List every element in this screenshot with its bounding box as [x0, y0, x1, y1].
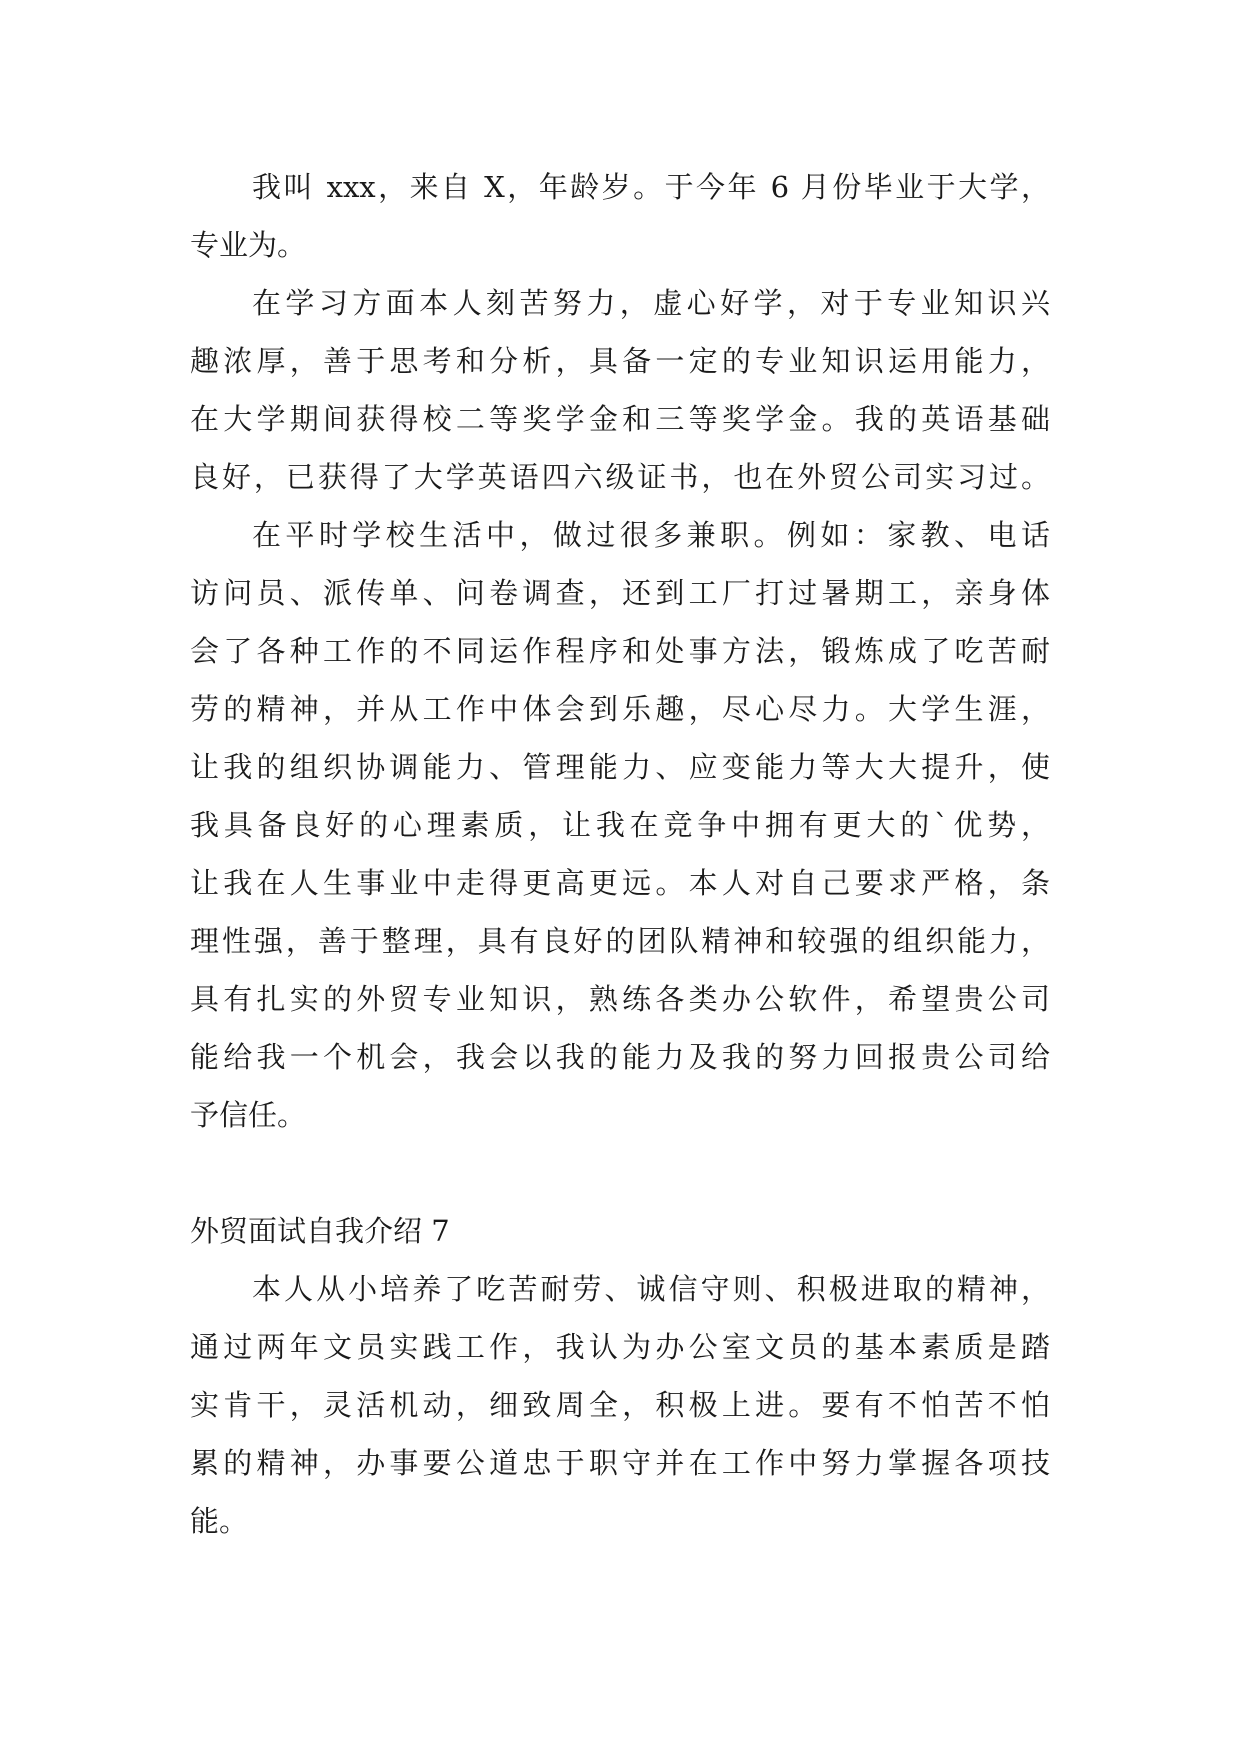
paragraph-line: 趣浓厚，善于思考和分析，具备一定的专业知识运用能力，: [190, 344, 1050, 378]
paragraph-line: 在大学期间获得校二等奖学金和三等奖学金。我的英语基础: [190, 402, 1050, 436]
paragraph-line: 具有扎实的外贸专业知识，熟练各类办公软件，希望贵公司: [190, 982, 1050, 1016]
paragraph-line: 累的精神，办事要公道忠于职守并在工作中努力掌握各项技: [190, 1446, 1050, 1480]
paragraph-line: 通过两年文员实践工作，我认为办公室文员的基本素质是踏: [190, 1330, 1050, 1364]
section-two-body: [190, 1260, 1050, 1550]
paragraph-line: 劳的精神，并从工作中体会到乐趣，尽心尽力。大学生涯，: [190, 692, 1050, 726]
paragraph-line: 专业为。: [190, 228, 307, 262]
paragraph-line: 会了各种工作的不同运作程序和处事方法，锻炼成了吃苦耐: [190, 634, 1050, 668]
paragraph-line: 在学习方面本人刻苦努力，虚心好学，对于专业知识兴: [252, 286, 1050, 320]
paragraph-line: 我叫 xxx，来自 X，年龄岁。于今年 6 月份毕业于大学，: [252, 170, 1050, 204]
paragraph-line: 能给我一个机会，我会以我的能力及我的努力回报贵公司给: [190, 1040, 1050, 1074]
section-one-body: [190, 158, 1050, 1144]
paragraph-line: 我具备良好的心理素质，让我在竞争中拥有更大的`优势，: [190, 808, 1050, 842]
paragraph-line: 能。: [190, 1504, 249, 1538]
paragraph-line: 予信任。: [190, 1098, 307, 1132]
section-heading: 外贸面试自我介绍 7: [190, 1214, 450, 1248]
paragraph-line: 良好，已获得了大学英语四六级证书，也在外贸公司实习过。: [190, 460, 1050, 494]
paragraph-line: 让我的组织协调能力、管理能力、应变能力等大大提升，使: [190, 750, 1050, 784]
paragraph-line: 访问员、派传单、问卷调查，还到工厂打过暑期工，亲身体: [190, 576, 1050, 610]
paragraph-line: 在平时学校生活中，做过很多兼职。例如：家教、电话: [252, 518, 1050, 552]
paragraph-line: 实肯干，灵活机动，细致周全，积极上进。要有不怕苦不怕: [190, 1388, 1050, 1422]
paragraph-line: 理性强，善于整理，具有良好的团队精神和较强的组织能力，: [190, 924, 1050, 958]
paragraph-line: 让我在人生事业中走得更高更远。本人对自己要求严格，条: [190, 866, 1050, 900]
paragraph-line: 本人从小培养了吃苦耐劳、诚信守则、积极进取的精神，: [252, 1272, 1050, 1306]
